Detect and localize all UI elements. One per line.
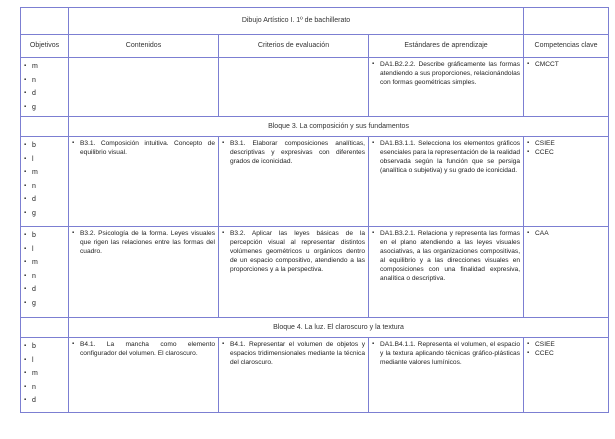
block-spacer-cell bbox=[21, 318, 69, 338]
objetivo-item: ▪ d bbox=[24, 193, 65, 207]
contenido-cell bbox=[69, 137, 219, 227]
header-contenidos: Contenidos bbox=[69, 35, 219, 58]
contenido-text: ▪ B4.1. La mancha como elemento configurador del volumen. El claroscuro. bbox=[72, 340, 215, 358]
criterio-cell bbox=[219, 58, 369, 117]
competencias-cell bbox=[524, 338, 609, 413]
objetivo-item: ▪ d bbox=[24, 283, 65, 297]
contenido-cell bbox=[69, 58, 219, 117]
competencia-item: ▪ CCEC bbox=[527, 349, 605, 358]
objetivo-item: ▪ b bbox=[24, 139, 65, 153]
criterio-text: ▪ B4.1. Representar el volumen de objetos y espacios tridimensionales mediante la técnica del claroscuro. bbox=[222, 340, 365, 367]
header-estandares: Estándares de aprendizaje bbox=[369, 35, 524, 58]
estandar-cell bbox=[369, 137, 524, 227]
objetivo-item: ▪ n bbox=[24, 74, 65, 88]
objetivos-cell bbox=[21, 58, 69, 117]
estandar-text: ▪ DA1.B4.1.1. Representa el volumen, el espacio y la textura aplicando técnicas gráfico-plásticas mediante valores lumínicos. bbox=[372, 340, 520, 367]
contenido-cell bbox=[69, 227, 219, 318]
curriculum-table bbox=[20, 7, 609, 413]
header-criterios: Criterios de evaluación bbox=[219, 35, 369, 58]
competencia-item: ▪ CAA bbox=[527, 229, 605, 238]
header-competencias: Competencias clave bbox=[524, 35, 609, 58]
block4-title: Bloque 4. La luz. El claroscuro y la textura bbox=[69, 318, 609, 338]
competencia-item: ▪ CSIEE bbox=[527, 139, 605, 148]
contenido-text: ▪ B3.1. Composición intuitiva. Concepto de equilibrio visual. bbox=[72, 139, 215, 157]
competencia-item: ▪ CCEC bbox=[527, 148, 605, 157]
competencias-cell bbox=[524, 137, 609, 227]
criterio-text: ▪ B3.1. Elaborar composiciones analíticas, descriptivas y expresivas con diferentes grados de iconicidad. bbox=[222, 139, 365, 166]
criterio-text: ▪ B3.2. Aplicar las leyes básicas de la percepción visual al representar distintos volúmenes geométricos u orgánicos dentro de un espacio compositivo, atendiendo a las proporciones y a la perspectiva. bbox=[222, 229, 365, 274]
competencias-cell bbox=[524, 227, 609, 318]
objetivo-item: ▪ n bbox=[24, 270, 65, 284]
objetivos-cell bbox=[21, 227, 69, 318]
estandar-text: ▪ DA1.B3.2.1. Relaciona y representa las formas en el plano atendiendo a las leyes visuales asociativas, a las organizaciones compositivas, al equilibrio y a las direcciones visuales en composiciones con una finalidad expresiva, analítica o descriptiva. bbox=[372, 229, 520, 284]
objetivo-item: ▪ n bbox=[24, 381, 65, 395]
criterio-cell bbox=[219, 137, 369, 227]
objetivo-item: ▪ b bbox=[24, 229, 65, 243]
table-title: Dibujo Artístico I. 1º de bachillerato bbox=[69, 8, 524, 35]
estandar-cell bbox=[369, 58, 524, 117]
objetivo-item: ▪ g bbox=[24, 101, 65, 115]
criterio-cell bbox=[219, 227, 369, 318]
contenido-text: ▪ B3.2. Psicología de la forma. Leyes visuales que rigen las relaciones entre las formas del cuadro. bbox=[72, 229, 215, 256]
objetivo-item: ▪ m bbox=[24, 60, 65, 74]
objetivo-item: ▪ l bbox=[24, 243, 65, 257]
objetivo-item: ▪ b bbox=[24, 340, 65, 354]
competencia-item: ▪ CSIEE bbox=[527, 340, 605, 349]
competencia-item: ▪ CMCCT bbox=[527, 60, 605, 69]
objetivo-item: ▪ g bbox=[24, 297, 65, 311]
estandar-text: ▪ DA1.B2.2.2. Describe gráficamente las formas atendiendo a sus proporciones, relacionándolas con formas geométricas simples. bbox=[372, 60, 520, 87]
objetivos-cell bbox=[21, 338, 69, 413]
objetivo-item: ▪ n bbox=[24, 180, 65, 194]
contenido-cell bbox=[69, 338, 219, 413]
competencias-cell bbox=[524, 58, 609, 117]
estandar-cell bbox=[369, 338, 524, 413]
objetivo-item: ▪ m bbox=[24, 166, 65, 180]
header-objetivos: Objetivos bbox=[21, 35, 69, 58]
objetivo-item: ▪ m bbox=[24, 256, 65, 270]
objetivos-cell bbox=[21, 137, 69, 227]
estandar-text: ▪ DA1.B3.1.1. Selecciona los elementos gráficos esenciales para la representación de la realidad observada según la función que se persiga (analítica o subjetiva) y su grado de iconicidad. bbox=[372, 139, 520, 175]
objetivo-item: ▪ m bbox=[24, 367, 65, 381]
criterio-cell bbox=[219, 338, 369, 413]
objetivo-item: ▪ l bbox=[24, 153, 65, 167]
objetivo-item: ▪ d bbox=[24, 394, 65, 408]
objetivo-item: ▪ d bbox=[24, 87, 65, 101]
block-spacer-cell bbox=[21, 117, 69, 137]
empty-corner-cell bbox=[524, 8, 609, 35]
empty-corner-cell bbox=[21, 8, 69, 35]
estandar-cell bbox=[369, 227, 524, 318]
objetivo-item: ▪ g bbox=[24, 207, 65, 221]
objetivo-item: ▪ l bbox=[24, 354, 65, 368]
block3-title: Bloque 3. La composición y sus fundamentos bbox=[69, 117, 609, 137]
